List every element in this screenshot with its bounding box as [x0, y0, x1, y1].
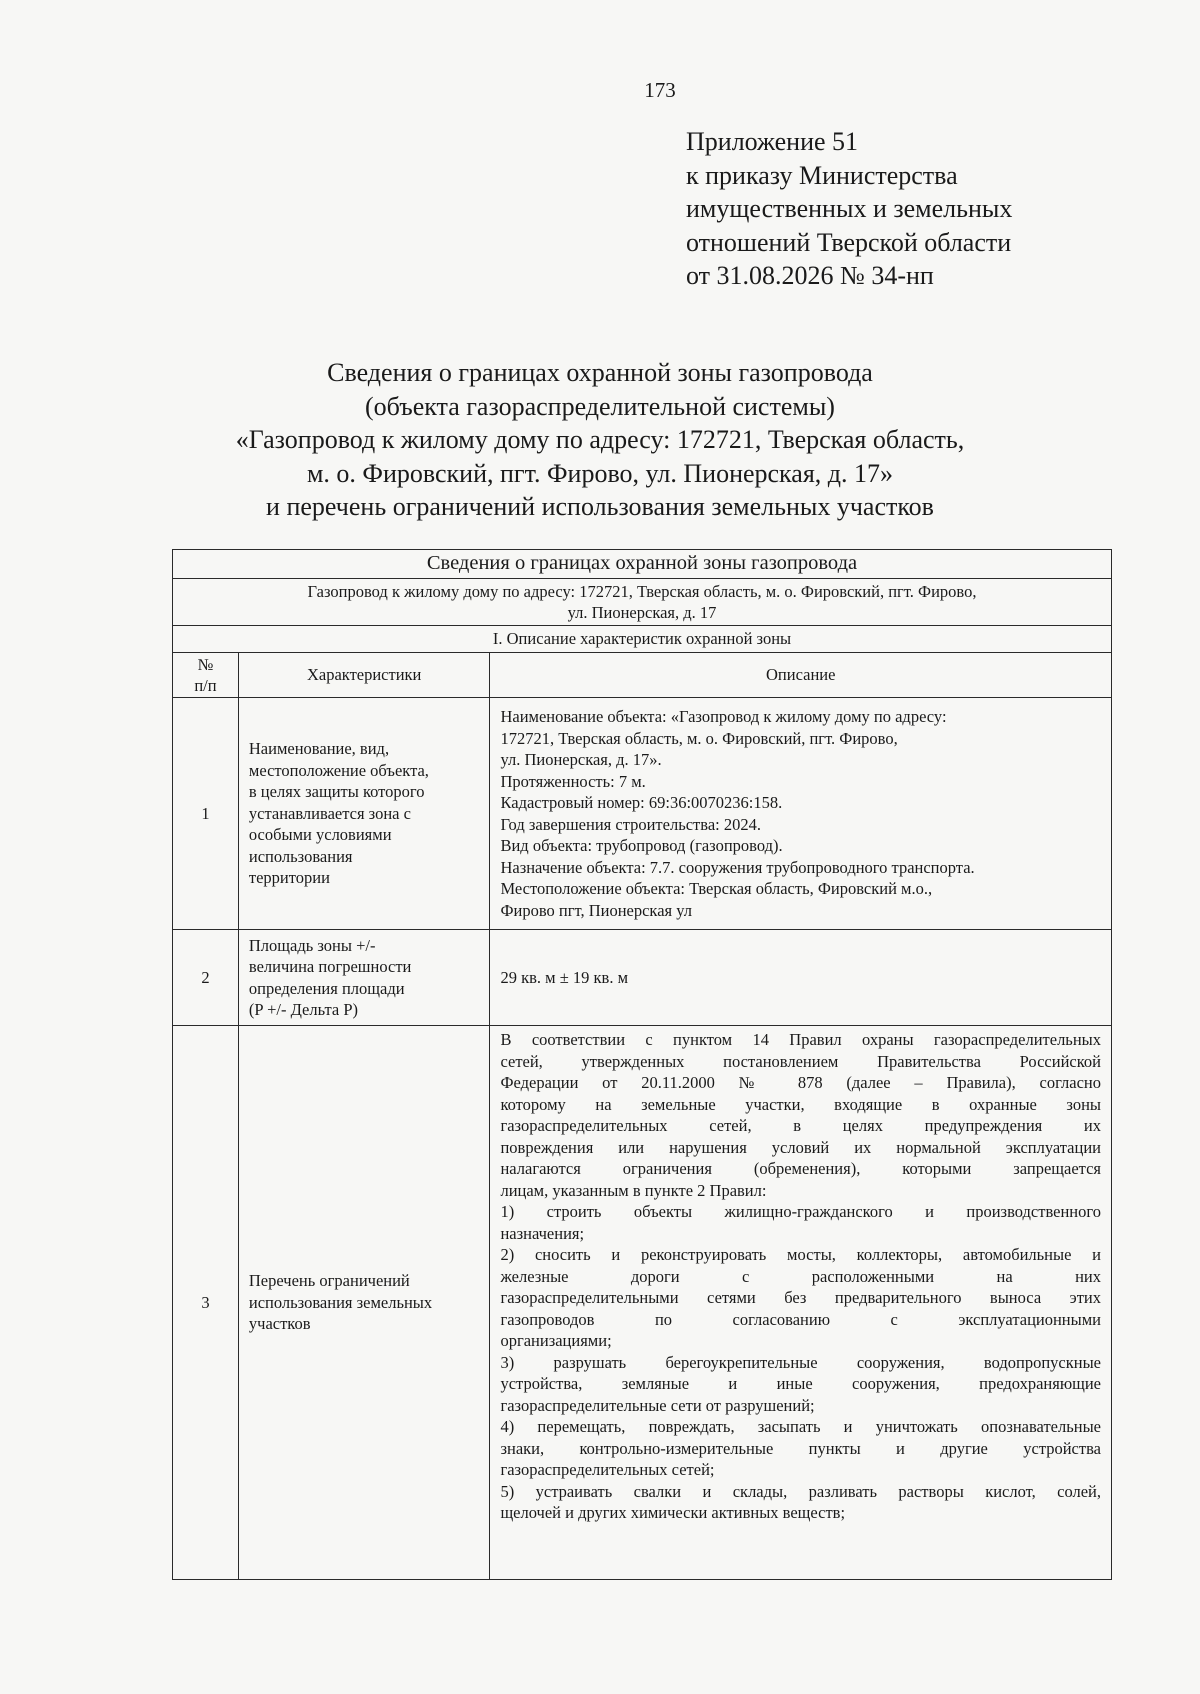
column-header-number-line: п/п — [194, 676, 217, 695]
description-line: Вид объекта: трубопровод (газопровод). — [500, 836, 783, 855]
description-line: железные дороги с расположенными на них — [500, 1266, 1101, 1286]
appendix-line: к приказу Министерства — [686, 160, 958, 190]
table-section-title: I. Описание характеристик охранной зоны — [173, 626, 1112, 653]
characteristic-line: территории — [248, 868, 330, 888]
appendix-line: имущественных и земельных — [686, 194, 1013, 223]
description-line: знаки, контрольно-измерительные пункты и другие устройства — [500, 1438, 1101, 1458]
row-description — [490, 1026, 1112, 1580]
description-line: газораспределительными сетями без предварительного выноса этих — [500, 1288, 1101, 1307]
description-line: Кадастровый номер: 69:36:0070236:158. — [500, 793, 783, 812]
characteristic-line: местоположение объекта, — [248, 760, 429, 780]
appendix-line: от 31.08.2026 № 34-нп — [686, 261, 934, 290]
page-number-text: 173 — [644, 78, 676, 102]
subheader-line: Газопровод к жилому дому по адресу: 172721, Тверская область, м. о. Фировский, пгт. Фирово, — [307, 581, 977, 601]
row-description — [490, 930, 1112, 1026]
row-characteristic — [238, 698, 490, 930]
description-line: 4) перемещать, повреждать, засыпать и уничтожать опознавательные — [500, 1417, 1101, 1436]
row-characteristic — [238, 1026, 490, 1580]
description-line: газораспределительных сетей, в целях предупреждения их — [500, 1116, 1101, 1135]
description-line: газораспределительные сети от разрушений; — [500, 1395, 815, 1415]
title-line: м. о. Фировский, пгт. Фирово, ул. Пионерская, д. 17» — [306, 458, 894, 488]
characteristic-line: Наименование, вид, — [248, 739, 390, 759]
description-line: которому на земельные участки, входящие в охранные зоны — [500, 1094, 1101, 1114]
title-line: «Газопровод к жилому дому по адресу: 172721, Тверская область, — [235, 425, 965, 454]
description-line: назначения; — [500, 1223, 585, 1243]
characteristic-line: особыми условиями — [248, 825, 392, 845]
appendix-line: Приложение 51 — [686, 127, 859, 156]
row-number: 2 — [173, 930, 239, 1026]
characteristic-line: участков — [248, 1314, 311, 1334]
row-number: 3 — [173, 1026, 239, 1580]
table-row — [173, 1026, 1112, 1580]
characteristic-line: определения площади — [248, 978, 405, 998]
description-line: Федерации от 20.11.2000 № 878 (далее – Правила), согласно — [500, 1073, 1101, 1092]
characteristic-line: величина погрешности — [248, 957, 412, 976]
description-line: налагаются ограничения (обременения), которыми запрещается — [500, 1159, 1101, 1178]
table-header: Сведения о границах охранной зоны газопровода — [173, 550, 1112, 579]
description-line: повреждения или нарушения условий их нормальной эксплуатации — [500, 1137, 1101, 1157]
appendix-line: отношений Тверской области — [686, 227, 1012, 257]
description-line: Наименование объекта: «Газопровод к жилому дому по адресу: — [500, 707, 947, 726]
page-number — [0, 78, 1200, 103]
row-number: 1 — [173, 698, 239, 930]
description-line: Год завершения строительства: 2024. — [500, 814, 761, 834]
characteristic-line: (P +/- Дельта P) — [248, 1000, 359, 1019]
column-header-description: Описание — [490, 653, 1112, 698]
description-line: щелочей и других химически активных веществ; — [500, 1503, 846, 1522]
row-description — [490, 698, 1112, 930]
description-line: сетей, утвержденных постановлением Правительства Российской — [500, 1051, 1101, 1071]
column-header-characteristics: Характеристики — [238, 653, 490, 698]
description-line: Местоположение объекта: Тверская область, Фировский м.о., — [500, 879, 933, 898]
description-line: Протяженность: 7 м. — [500, 771, 646, 791]
description-line: лицам, указанным в пункте 2 Правил: — [500, 1180, 767, 1200]
title-line: и перечень ограничений использования земельных участков — [266, 492, 934, 521]
description-line: Назначение объекта: 7.7. сооружения трубопроводного транспорта. — [500, 857, 975, 877]
characteristic-line: устанавливается зона с — [248, 803, 411, 823]
column-header-number-line: № — [197, 654, 214, 674]
description-line: организациями; — [500, 1331, 612, 1350]
description-line: 1) строить объекты жилищно-гражданского и производственного — [500, 1202, 1101, 1221]
description-line: 172721, Тверская область, м. о. Фировский, пгт. Фирово, — [500, 728, 898, 748]
description-line: газораспределительных сетей; — [500, 1460, 715, 1479]
characteristic-line: использования земельных — [248, 1292, 433, 1312]
description-line: 5) устраивать свалки и склады, разливать растворы кислот, солей, — [500, 1481, 1101, 1501]
title-line: (объекта газораспределительной системы) — [365, 391, 835, 421]
characteristic-line: Перечень ограничений — [248, 1271, 410, 1291]
description-line: В соответствии с пунктом 14 Правил охраны газораспределительных — [500, 1030, 1101, 1049]
description-line: газопроводов по согласованию с эксплуатационными — [500, 1309, 1101, 1329]
column-header-number — [173, 653, 239, 698]
description-line: 3) разрушать берегоукрепительные сооружения, водопропускные — [500, 1352, 1101, 1372]
table-subheader — [173, 579, 1112, 626]
table-row — [173, 930, 1112, 1026]
description-line: устройства, земляные и иные сооружения, предохраняющие — [500, 1374, 1101, 1393]
characteristic-line: Площадь зоны +/- — [248, 935, 376, 955]
table-row — [173, 698, 1112, 930]
document-title — [0, 356, 1200, 524]
description-line: 29 кв. м ± 19 кв. м — [500, 967, 629, 987]
characteristic-line: в целях защиты которого — [248, 782, 425, 802]
characteristic-line: использования — [248, 846, 353, 866]
subheader-line: ул. Пионерская, д. 17 — [567, 603, 717, 622]
description-line: ул. Пионерская, д. 17». — [500, 750, 662, 769]
title-line: Сведения о границах охранной зоны газопровода — [327, 358, 873, 387]
description-line: 2) сносить и реконструировать мосты, коллекторы, автомобильные и — [500, 1245, 1101, 1264]
row-characteristic — [238, 930, 490, 1026]
appendix-block — [686, 125, 1012, 293]
zone-table — [172, 549, 1112, 1580]
description-line: Фирово пгт, Пионерская ул — [500, 900, 692, 920]
